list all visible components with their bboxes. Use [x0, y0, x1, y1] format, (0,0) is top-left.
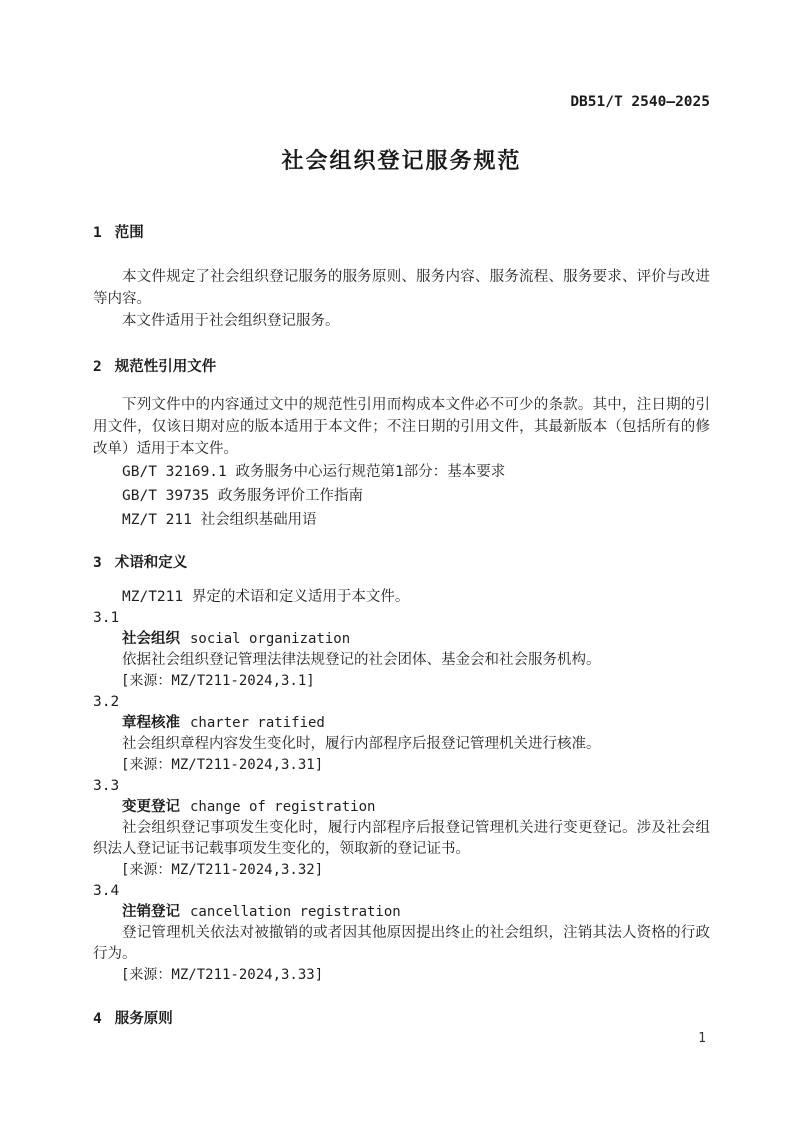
terms-intro: MZ/T211 界定的术语和定义适用于本文件。	[122, 589, 410, 605]
paragraph-scope-1: 本文件规定了社会组织登记服务的服务原则、服务内容、服务流程、服务要求、评价与改进等内容。	[93, 269, 710, 307]
term-source: [来源：MZ/T211-2024,3.31]	[121, 757, 324, 773]
paragraph-scope-2: 本文件适用于社会组织登记服务。	[122, 313, 340, 329]
terms-list	[93, 608, 710, 986]
term-definition: 社会组织章程内容发生变化时，履行内部程序后报登记管理机关进行核准。	[122, 736, 601, 752]
term-name-zh: 变更登记	[122, 799, 180, 815]
section-number: 1	[93, 225, 102, 241]
section-title: 规范性引用文件	[114, 359, 217, 375]
section-title: 服务原则	[114, 1011, 173, 1027]
term-definition: 依据社会组织登记管理法律法规登记的社会团体、基金会和社会服务机构。	[122, 652, 601, 668]
section-4-heading	[93, 1008, 710, 1030]
term-name-zh: 社会组织	[122, 631, 180, 647]
term-name-zh: 注销登记	[122, 904, 180, 920]
paragraph-normative-refs: 下列文件中的内容通过文中的规范性引用而构成本文件必不可少的条款。其中，注日期的引用文件，仅该日期对应的版本适用于本文件；不注日期的引用文件，其最新版本（包括所有的修改单）适用于本文件。	[93, 397, 710, 457]
term-name	[93, 902, 710, 923]
normative-ref-item: GB/T 39735 政务服务评价工作指南	[122, 488, 364, 504]
term-number: 3.2	[93, 694, 120, 710]
document-title: 社会组织登记服务规范	[281, 148, 522, 173]
term-block	[93, 776, 710, 881]
term-number: 3.1	[93, 610, 120, 626]
section-2-heading	[93, 356, 710, 378]
term-definition: 社会组织登记事项发生变化时，履行内部程序后报登记管理机关进行变更登记。涉及社会组织法人登记证书记载事项发生变化的，领取新的登记证书。	[93, 820, 710, 857]
term-name	[93, 797, 710, 818]
term-name-en: charter ratified	[190, 715, 325, 731]
section-3-heading	[93, 552, 710, 574]
normative-ref-item: MZ/T 211 社会组织基础用语	[122, 512, 317, 528]
section-title: 术语和定义	[114, 555, 188, 571]
term-number: 3.3	[93, 778, 120, 794]
term-block	[93, 881, 710, 986]
term-name-en: change of registration	[190, 799, 376, 815]
term-name	[93, 713, 710, 734]
standard-code: DB51/T 2540—2025	[570, 94, 710, 110]
term-definition: 登记管理机关依法对被撤销的或者因其他原因提出终止的社会组织，注销其法人资格的行政行为。	[93, 925, 710, 962]
section-number: 2	[93, 359, 102, 375]
page-number: 1	[698, 1031, 706, 1046]
term-name-en: cancellation registration	[190, 904, 401, 920]
term-block	[93, 608, 710, 692]
term-name-en: social organization	[190, 631, 351, 647]
section-number: 3	[93, 555, 102, 571]
normative-reference-list	[93, 460, 710, 532]
normative-ref-item: GB/T 32169.1 政务服务中心运行规范第1部分：基本要求	[122, 464, 506, 480]
term-source: [来源：MZ/T211-2024,3.32]	[121, 862, 324, 878]
term-block	[93, 692, 710, 776]
section-1-heading	[93, 222, 710, 244]
term-name-zh: 章程核准	[122, 715, 180, 731]
term-source: [来源：MZ/T211-2024,3.33]	[121, 967, 324, 983]
section-number: 4	[93, 1011, 102, 1027]
term-number: 3.4	[93, 883, 120, 899]
term-source: [来源：MZ/T211-2024,3.1]	[121, 673, 315, 689]
section-title: 范围	[114, 225, 144, 241]
term-name	[93, 629, 710, 650]
